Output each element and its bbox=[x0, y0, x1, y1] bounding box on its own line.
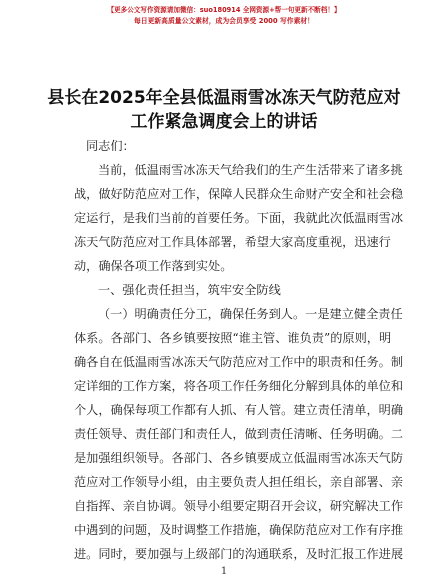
promo-banner-line-1: 【更多公文写作资源请加微信：suo180914 全网资源+帮一句更新不断档！】 bbox=[107, 6, 341, 14]
promo-banner-line-2: 每日更新高质量公文素材，成为会员享受 2000 写作素材！ bbox=[134, 17, 314, 25]
document-title-line-2: 工作紧急调度会上的讲话 bbox=[130, 112, 318, 132]
page-number: 1 bbox=[220, 566, 228, 577]
document-title-line-1: 县长在2025年全县低温雨雪冰冻天气防范应对 bbox=[47, 88, 401, 108]
